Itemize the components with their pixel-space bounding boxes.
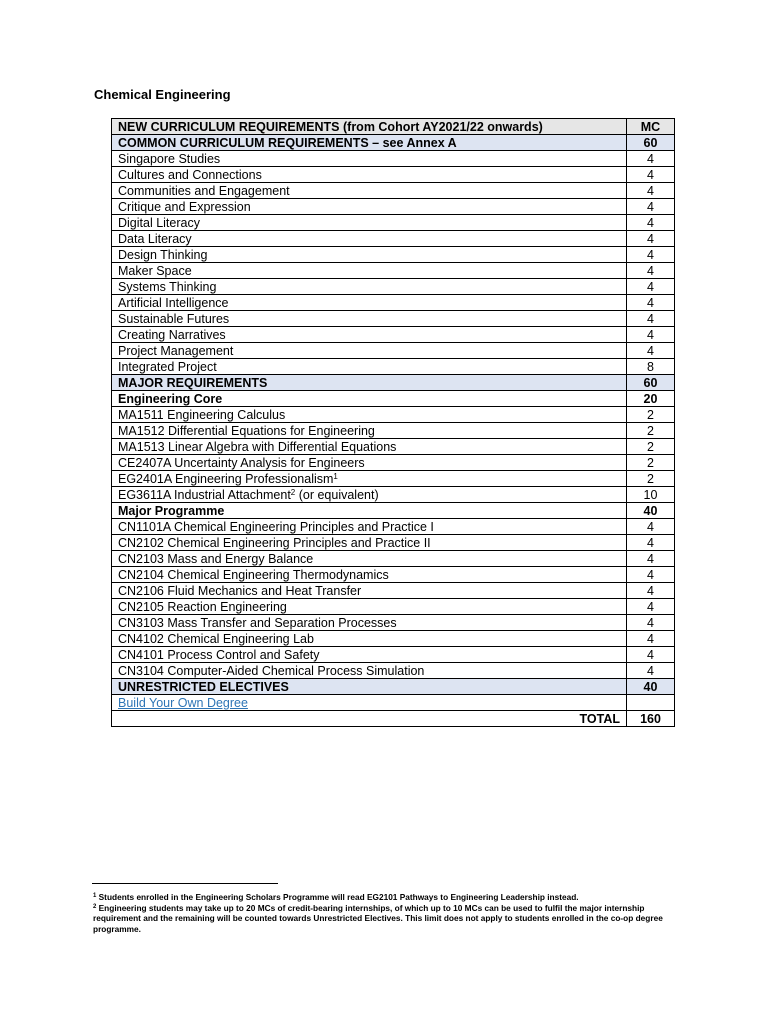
row-mc: 4 bbox=[627, 215, 675, 231]
row-label-text: MAJOR REQUIREMENTS bbox=[118, 375, 268, 390]
row-label-text: Communities and Engagement bbox=[118, 183, 290, 198]
row-label bbox=[112, 215, 627, 231]
row-label-text: Design Thinking bbox=[118, 247, 208, 262]
row-label bbox=[112, 503, 627, 519]
row-label bbox=[112, 631, 627, 647]
row-label-text: CN4102 Chemical Engineering Lab bbox=[118, 631, 314, 646]
table-row bbox=[112, 343, 675, 359]
row-label bbox=[112, 391, 627, 407]
row-label-text: UNRESTRICTED ELECTIVES bbox=[118, 679, 289, 694]
footnote-ref: 1 bbox=[333, 471, 338, 481]
table-row bbox=[112, 647, 675, 663]
row-label bbox=[112, 439, 627, 455]
table-row bbox=[112, 407, 675, 423]
row-mc: 160 bbox=[627, 711, 675, 727]
footnote-mark: 1 bbox=[93, 893, 97, 899]
row-mc: 4 bbox=[627, 343, 675, 359]
table-row bbox=[112, 263, 675, 279]
row-mc: 4 bbox=[627, 311, 675, 327]
table-row bbox=[112, 615, 675, 631]
row-mc: 4 bbox=[627, 519, 675, 535]
row-label bbox=[112, 359, 627, 375]
row-label-text: CN2103 Mass and Energy Balance bbox=[118, 551, 314, 566]
table-row bbox=[112, 327, 675, 343]
row-mc: 2 bbox=[627, 423, 675, 439]
row-label bbox=[112, 599, 627, 615]
table-row bbox=[112, 583, 675, 599]
row-label-text: Project Management bbox=[118, 343, 234, 358]
page-title: Chemical Engineering bbox=[94, 87, 231, 102]
footnote-divider bbox=[92, 883, 278, 884]
table-row bbox=[112, 455, 675, 471]
row-mc: 4 bbox=[627, 247, 675, 263]
row-label bbox=[112, 551, 627, 567]
row-label bbox=[112, 375, 627, 391]
row-label bbox=[112, 583, 627, 599]
row-label-text: CN2105 Reaction Engineering bbox=[118, 599, 287, 614]
row-label-text: COMMON CURRICULUM REQUIREMENTS – see Annex A bbox=[118, 135, 457, 150]
table-row bbox=[112, 631, 675, 647]
row-mc: 4 bbox=[627, 599, 675, 615]
row-label-text: Integrated Project bbox=[118, 359, 217, 374]
row-label bbox=[112, 327, 627, 343]
row-label bbox=[112, 279, 627, 295]
row-label-text: TOTAL bbox=[579, 711, 620, 726]
row-label-text: Data Literacy bbox=[118, 231, 192, 246]
row-label-text: Major Programme bbox=[118, 503, 225, 518]
row-label-text: MA1512 Differential Equations for Engineering bbox=[118, 423, 375, 438]
row-mc: 2 bbox=[627, 455, 675, 471]
total-row bbox=[112, 711, 675, 727]
row-label-text: Digital Literacy bbox=[118, 215, 200, 230]
table-row bbox=[112, 295, 675, 311]
table-row bbox=[112, 311, 675, 327]
row-mc: 4 bbox=[627, 327, 675, 343]
row-mc: 4 bbox=[627, 199, 675, 215]
row-mc: 4 bbox=[627, 583, 675, 599]
table-row bbox=[112, 519, 675, 535]
row-mc: 4 bbox=[627, 663, 675, 679]
row-label bbox=[112, 679, 627, 695]
table-row bbox=[112, 247, 675, 263]
row-mc: 4 bbox=[627, 615, 675, 631]
sub-row bbox=[112, 391, 675, 407]
footnote-mark: 2 bbox=[93, 903, 97, 910]
footnote-1 bbox=[93, 892, 673, 903]
row-label-text: Engineering Core bbox=[118, 391, 223, 406]
row-mc: 4 bbox=[627, 535, 675, 551]
table-row bbox=[112, 599, 675, 615]
table-row bbox=[112, 183, 675, 199]
row-mc: 4 bbox=[627, 551, 675, 567]
row-label bbox=[112, 567, 627, 583]
row-mc: 2 bbox=[627, 439, 675, 455]
table-row bbox=[112, 551, 675, 567]
row-label bbox=[112, 263, 627, 279]
row-mc: 4 bbox=[627, 231, 675, 247]
row-mc: 2 bbox=[627, 471, 675, 487]
table-row bbox=[112, 279, 675, 295]
curriculum-table-body bbox=[112, 119, 675, 727]
row-label bbox=[112, 231, 627, 247]
row-label-text: CN3104 Computer-Aided Chemical Process Simulation bbox=[118, 663, 425, 678]
row-label-text: Artificial Intelligence bbox=[118, 295, 229, 310]
row-label-text: EG3611A Industrial Attachment bbox=[118, 487, 291, 502]
row-label bbox=[112, 407, 627, 423]
footnotes bbox=[93, 892, 673, 934]
row-label-text: Systems Thinking bbox=[118, 279, 217, 294]
footnote-text: Engineering students may take up to 20 MCs of credit-bearing internships, of which up to 10 MCs can be used to fulfil the major internship requirement and the remaining will be counted towards Unrestricted Electives. This limit does not apply to students enrolled in the co-op degree programme. bbox=[93, 902, 663, 934]
row-mc: 4 bbox=[627, 263, 675, 279]
row-label bbox=[112, 423, 627, 439]
table-row bbox=[112, 151, 675, 167]
row-mc bbox=[627, 695, 675, 711]
table-row bbox=[112, 663, 675, 679]
row-mc: 20 bbox=[627, 391, 675, 407]
table-row bbox=[112, 487, 675, 503]
row-mc: 8 bbox=[627, 359, 675, 375]
row-label bbox=[112, 183, 627, 199]
header-mc: MC bbox=[627, 119, 675, 135]
link-row[interactable] bbox=[112, 695, 675, 711]
footnote-ref: 2 bbox=[290, 487, 296, 497]
row-label bbox=[112, 615, 627, 631]
row-label bbox=[112, 151, 627, 167]
row-label bbox=[112, 135, 627, 151]
row-label bbox=[112, 471, 627, 487]
table-row bbox=[112, 359, 675, 375]
row-label bbox=[112, 311, 627, 327]
row-mc: 4 bbox=[627, 167, 675, 183]
row-label-text: CN2104 Chemical Engineering Thermodynamics bbox=[118, 567, 389, 582]
row-label bbox=[112, 711, 627, 727]
table-row bbox=[112, 215, 675, 231]
row-label bbox=[112, 663, 627, 679]
table-row bbox=[112, 535, 675, 551]
row-mc: 4 bbox=[627, 647, 675, 663]
row-label-text: Sustainable Futures bbox=[118, 311, 230, 326]
row-mc: 4 bbox=[627, 295, 675, 311]
row-label bbox=[112, 535, 627, 551]
row-mc: 60 bbox=[627, 135, 675, 151]
footnote-text: Students enrolled in the Engineering Scholars Programme will read EG2101 Pathways to Engineering Leadership instead. bbox=[96, 892, 579, 902]
row-mc: 60 bbox=[627, 375, 675, 391]
footnote-2 bbox=[93, 903, 673, 935]
header-label: NEW CURRICULUM REQUIREMENTS (from Cohort AY2021/22 onwards) bbox=[112, 119, 627, 135]
row-label-text: CN2106 Fluid Mechanics and Heat Transfer bbox=[118, 583, 362, 598]
table-row bbox=[112, 167, 675, 183]
row-mc: 40 bbox=[627, 503, 675, 519]
row-label bbox=[112, 487, 627, 503]
row-label-text: CN2102 Chemical Engineering Principles and Practice II bbox=[118, 535, 431, 550]
table-row bbox=[112, 567, 675, 583]
row-label-text: EG2401A Engineering Professionalism bbox=[118, 471, 334, 486]
section-row bbox=[112, 375, 675, 391]
row-mc: 4 bbox=[627, 183, 675, 199]
row-label bbox=[112, 167, 627, 183]
row-mc: 4 bbox=[627, 279, 675, 295]
row-label-text: Critique and Expression bbox=[118, 199, 251, 214]
row-label-text: Singapore Studies bbox=[118, 151, 221, 166]
row-label bbox=[112, 519, 627, 535]
row-mc: 4 bbox=[627, 631, 675, 647]
row-label-suffix: (or equivalent) bbox=[295, 487, 379, 502]
row-label-text: Creating Narratives bbox=[118, 327, 226, 342]
row-mc: 10 bbox=[627, 487, 675, 503]
row-label bbox=[112, 247, 627, 263]
row-label bbox=[112, 343, 627, 359]
table-row bbox=[112, 471, 675, 487]
section-row bbox=[112, 679, 675, 695]
sub-row bbox=[112, 503, 675, 519]
row-label bbox=[112, 695, 627, 711]
row-label-text: MA1513 Linear Algebra with Differential Equations bbox=[118, 439, 397, 454]
row-mc: 4 bbox=[627, 151, 675, 167]
row-label bbox=[112, 295, 627, 311]
row-label bbox=[112, 647, 627, 663]
table-row bbox=[112, 423, 675, 439]
row-label-text: Maker Space bbox=[118, 263, 192, 278]
row-label-text: CN1101A Chemical Engineering Principles and Practice I bbox=[118, 519, 434, 534]
curriculum-table bbox=[111, 118, 675, 727]
row-mc: 2 bbox=[627, 407, 675, 423]
row-label-text: CE2407A Uncertainty Analysis for Engineers bbox=[118, 455, 365, 470]
row-label bbox=[112, 455, 627, 471]
table-row bbox=[112, 231, 675, 247]
row-mc: 4 bbox=[627, 567, 675, 583]
row-label-text: CN3103 Mass Transfer and Separation Processes bbox=[118, 615, 397, 630]
row-label-text: MA1511 Engineering Calculus bbox=[118, 407, 286, 422]
row-label-text: Cultures and Connections bbox=[118, 167, 262, 182]
table-row bbox=[112, 199, 675, 215]
build-your-own-degree-link[interactable]: Build Your Own Degree bbox=[118, 695, 248, 710]
table-row bbox=[112, 439, 675, 455]
row-label bbox=[112, 199, 627, 215]
row-label-text: CN4101 Process Control and Safety bbox=[118, 647, 320, 662]
row-mc: 40 bbox=[627, 679, 675, 695]
table-header-row bbox=[112, 119, 675, 135]
section-row bbox=[112, 135, 675, 151]
